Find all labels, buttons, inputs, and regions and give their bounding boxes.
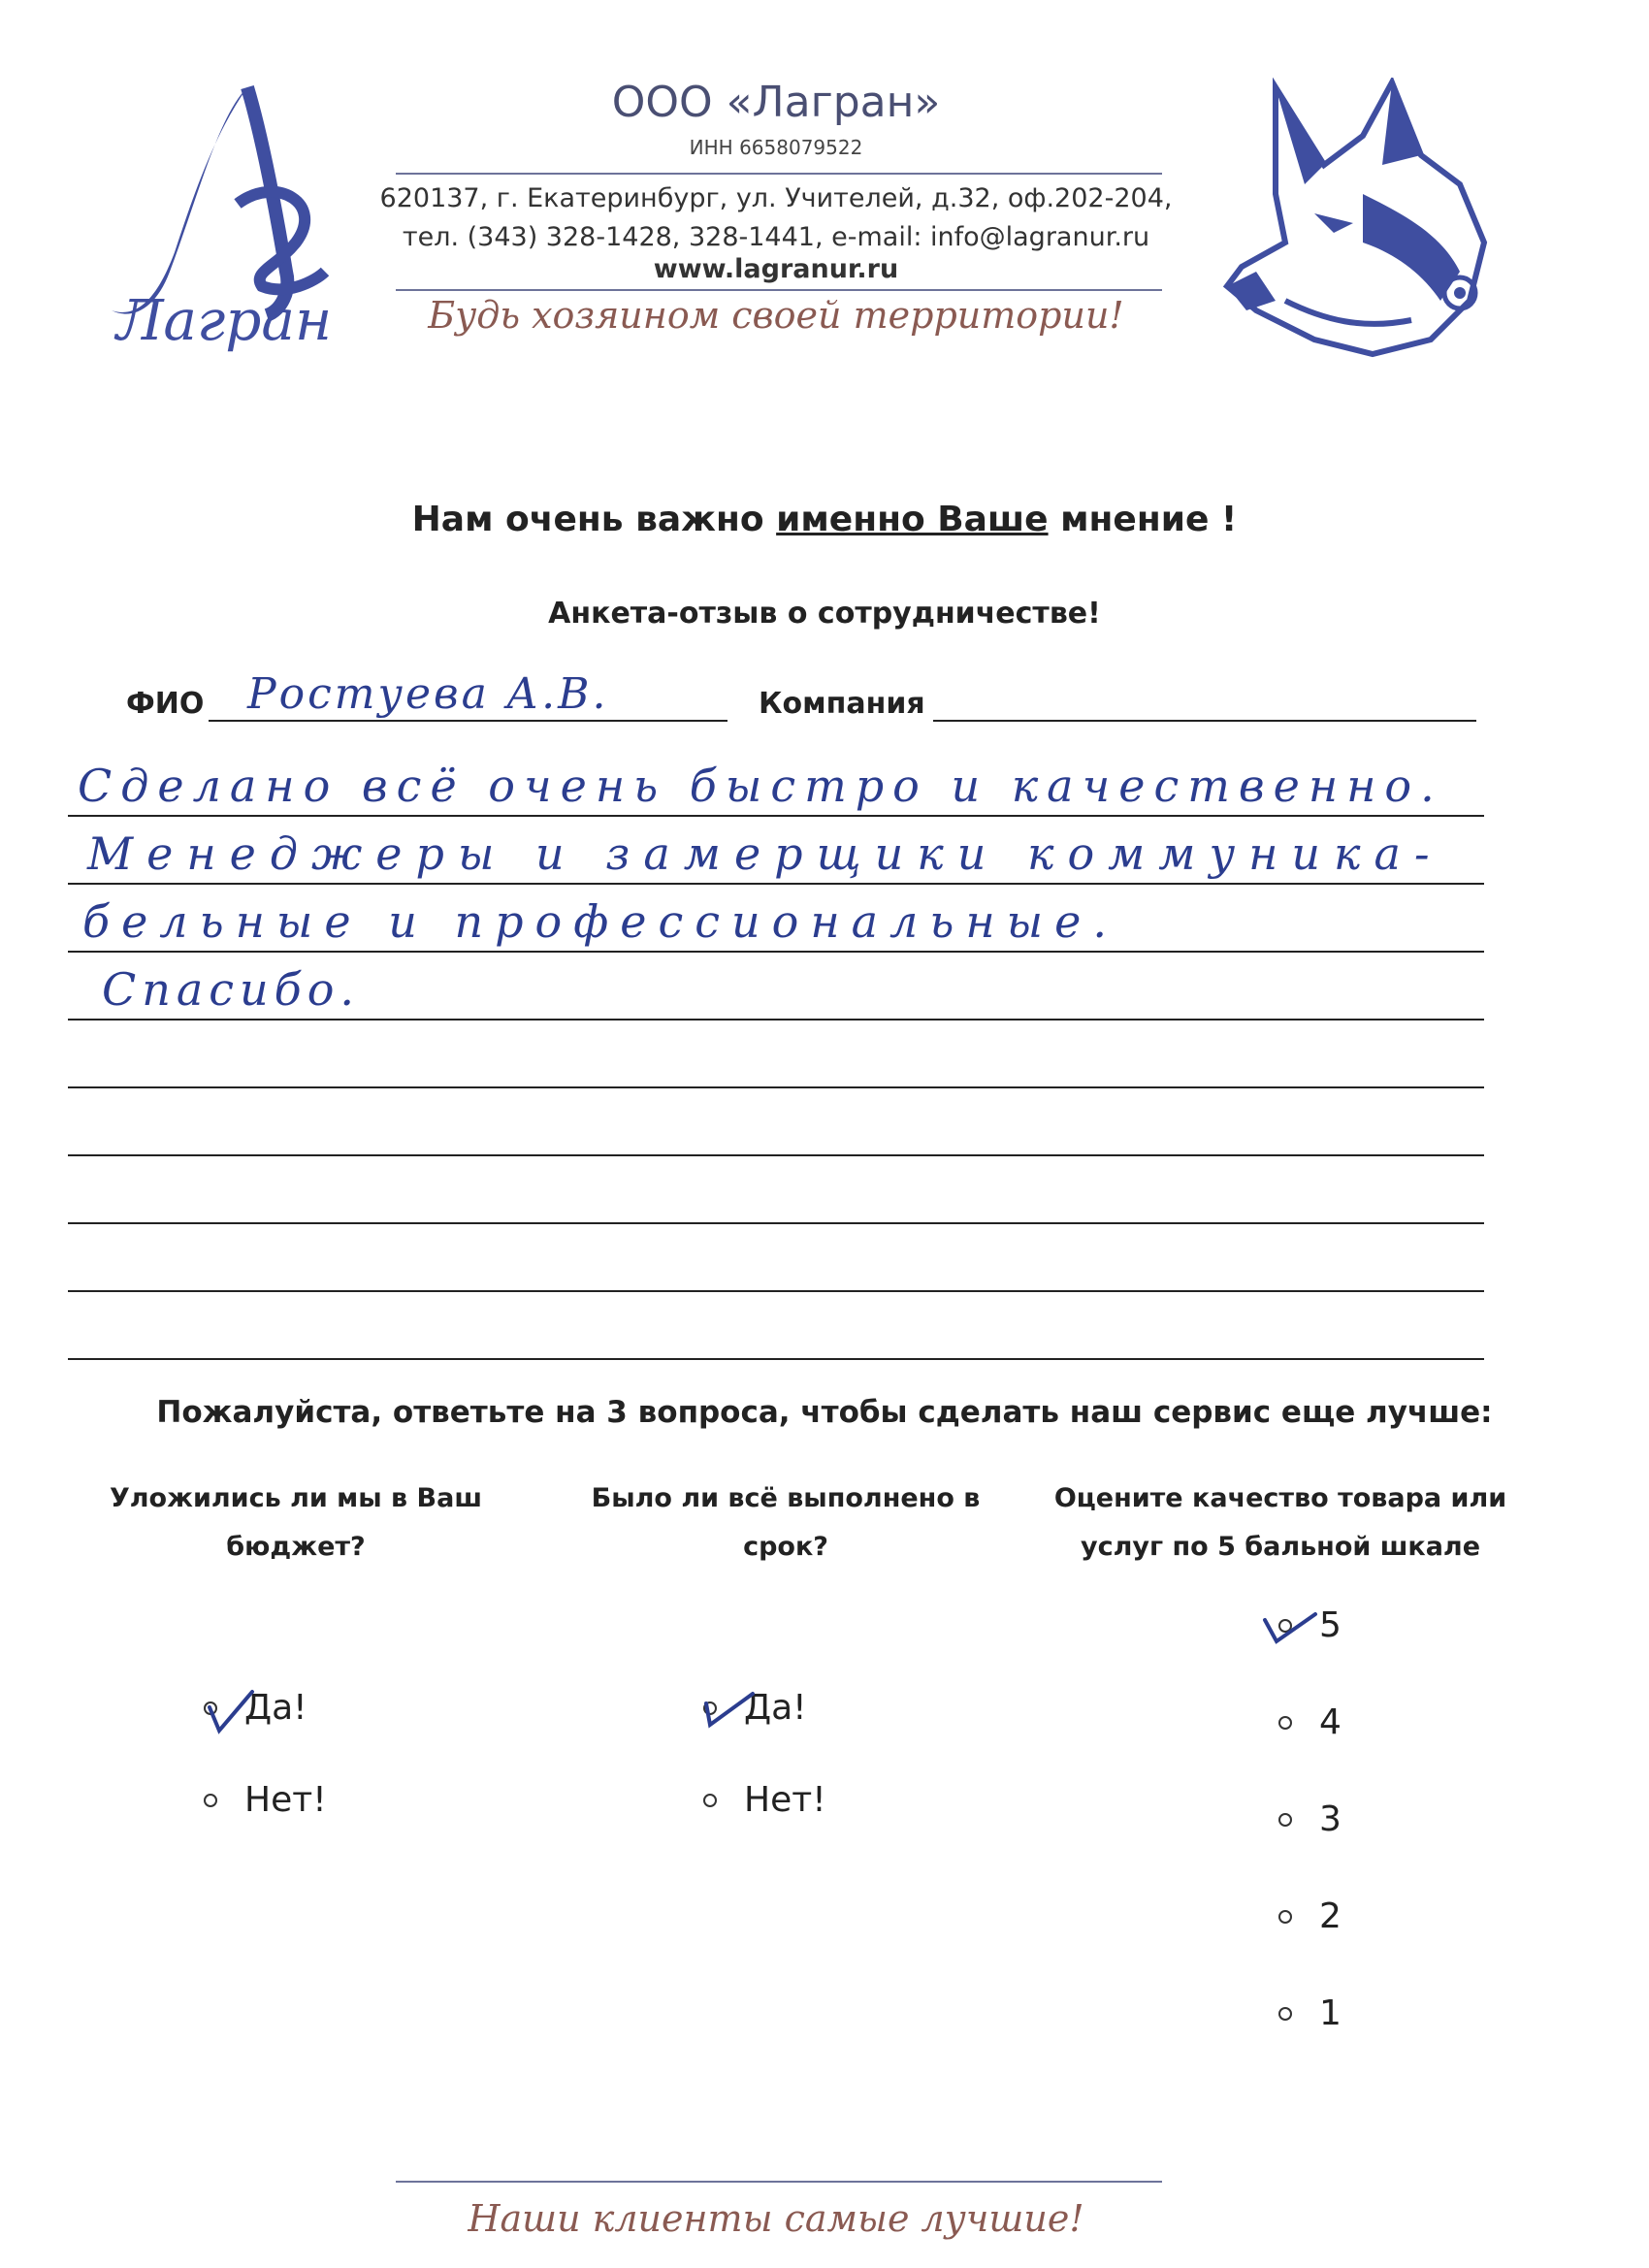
review-line	[68, 815, 1484, 817]
checkmark-icon	[1261, 1610, 1319, 1649]
option-label: 5	[1319, 1605, 1342, 1645]
company-address	[340, 179, 1212, 257]
wolf-emblem-icon	[1217, 78, 1508, 359]
radio-icon	[1278, 1910, 1292, 1924]
q1-option-no[interactable]	[204, 1780, 327, 1820]
fio-label: ФИО	[126, 687, 205, 721]
company-label: Компания	[759, 687, 925, 721]
radio-icon	[1278, 1716, 1292, 1730]
option-label: Да!	[744, 1688, 807, 1728]
footer-divider	[396, 2181, 1162, 2183]
q3-option-4[interactable]	[1278, 1702, 1342, 1742]
question-quality	[1048, 1474, 1513, 1571]
form-title	[0, 500, 1649, 539]
company-website: www.lagranur.ru	[653, 254, 899, 284]
option-label: 4	[1319, 1702, 1342, 1742]
logo-wordmark: Лагран	[116, 287, 333, 353]
review-line	[68, 1086, 1484, 1088]
review-line	[68, 1222, 1484, 1224]
question-text-line: услуг по 5 бальной шкале	[1080, 1532, 1481, 1562]
review-line	[68, 1154, 1484, 1156]
company-name: ООО «Лагран»	[611, 78, 941, 127]
header-slogan: Будь хозяином своей территории!	[428, 294, 1124, 337]
header-divider-top	[396, 173, 1162, 175]
review-line	[68, 1019, 1484, 1021]
option-label: 1	[1319, 1993, 1342, 2033]
question-text-line: срок?	[743, 1532, 828, 1562]
header-divider-bottom	[396, 289, 1162, 291]
title-part-2: мнение !	[1048, 500, 1238, 539]
question-deadline	[553, 1474, 1018, 1571]
q3-option-1[interactable]	[1278, 1993, 1342, 2033]
question-text-line: Оцените качество товара или	[1053, 1483, 1507, 1513]
radio-icon	[1278, 1813, 1292, 1827]
checkmark-icon	[202, 1686, 260, 1744]
review-text-line[interactable]: Сделано всё очень быстро и качественно.	[78, 760, 1443, 812]
fio-field-line	[209, 720, 728, 722]
option-label: Нет!	[744, 1780, 826, 1820]
questions-heading: Пожалуйста, ответьте на 3 вопроса, чтобы сделать наш сервис еще лучше:	[156, 1395, 1493, 1430]
question-text-line: Было ли всё выполнено в	[591, 1483, 981, 1513]
address-line-2: тел. (343) 328-1428, 328-1441, e-mail: info@lagranur.ru	[402, 222, 1150, 252]
title-emphasis: именно Ваше	[776, 500, 1049, 539]
review-line	[68, 883, 1484, 885]
question-budget	[63, 1474, 529, 1571]
company-logo	[53, 78, 373, 359]
question-text-line: Уложились ли мы в Ваш	[109, 1483, 483, 1513]
radio-icon	[204, 1794, 217, 1807]
q2-option-no[interactable]	[703, 1780, 826, 1820]
company-field-line	[933, 720, 1476, 722]
review-text-line[interactable]: Спасибо.	[102, 963, 361, 1016]
address-line-1: 620137, г. Екатеринбург, ул. Учителей, д.32, оф.202-204,	[379, 183, 1173, 213]
q3-option-3[interactable]	[1278, 1799, 1342, 1839]
review-text-line[interactable]: Менеджеры и замерщики коммуника-	[87, 827, 1443, 880]
checkmark-icon	[700, 1690, 759, 1738]
option-label: Да!	[244, 1688, 307, 1728]
question-text-line: бюджет?	[226, 1532, 366, 1562]
form-subtitle: Анкета-отзыв о сотрудничестве!	[548, 597, 1101, 631]
review-line	[68, 1290, 1484, 1292]
radio-icon	[703, 1794, 717, 1807]
review-line	[68, 1358, 1484, 1360]
review-text-line[interactable]: бельные и профессиональные.	[82, 895, 1118, 948]
title-part-1: Нам очень важно	[411, 500, 777, 539]
option-label: 3	[1319, 1799, 1342, 1839]
company-inn: ИНН 6658079522	[689, 136, 863, 159]
q3-option-2[interactable]	[1278, 1896, 1342, 1936]
review-line	[68, 951, 1484, 953]
footer-slogan: Наши клиенты самые лучшие!	[468, 2197, 1084, 2240]
radio-icon	[1278, 2007, 1292, 2021]
option-label: Нет!	[244, 1780, 327, 1820]
fio-field[interactable]: Ростуева А.В.	[247, 669, 609, 719]
option-label: 2	[1319, 1896, 1342, 1936]
